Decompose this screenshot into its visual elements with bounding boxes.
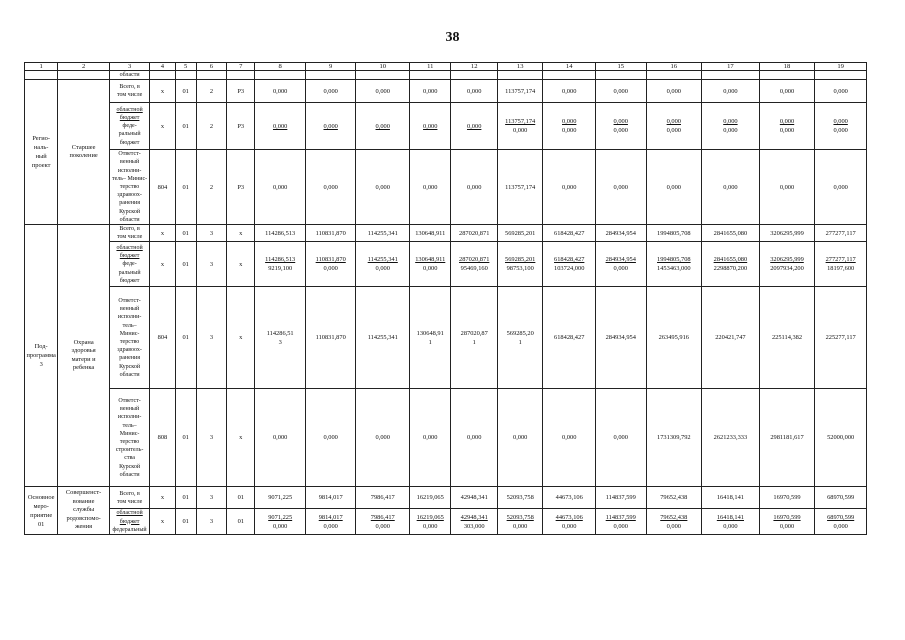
code-cell: х — [150, 103, 175, 150]
value-cell: 16219,065 0,000 — [410, 509, 451, 535]
source-cell: Ответст- венный исполни- тель– Минис- терство здравоох- ранения Курской области — [109, 150, 149, 225]
value-cell: 0,000 0,000 — [646, 103, 702, 150]
value-cell: 287020,871 — [451, 225, 497, 242]
value-cell: 0,000 — [759, 150, 815, 225]
source-cell: Ответст- венный исполни- тель– Минис- терство здравоох- ранения Курской области — [109, 287, 149, 389]
value-cell: 284934,954 — [595, 225, 646, 242]
value-cell: 0,000 — [451, 103, 497, 150]
name-cell — [58, 71, 110, 80]
value-cell: 114255,341 0,000 — [356, 242, 410, 287]
table-row — [25, 389, 867, 487]
value-cell: 225277,117 — [815, 287, 867, 389]
column-number: 13 — [497, 63, 542, 71]
value-cell: 16418,141 0,000 — [702, 509, 760, 535]
source-cell: областной бюджет феде- ральный бюджет — [109, 103, 149, 150]
value-cell: 287020,87 1 — [451, 287, 497, 389]
value-cell: 44673,106 0,000 — [543, 509, 596, 535]
table-row — [25, 487, 867, 509]
column-number: 9 — [305, 63, 356, 71]
value-cell: 2981181,617 — [759, 389, 815, 487]
table-row — [25, 287, 867, 389]
column-number: 19 — [815, 63, 867, 71]
value-cell: 287020,871 95469,160 — [451, 242, 497, 287]
value-cell: 114255,341 — [356, 287, 410, 389]
value-cell: 130648,911 0,000 — [410, 242, 451, 287]
column-number: 10 — [356, 63, 410, 71]
code-cell: 01 — [227, 509, 255, 535]
value-cell: 1731309,792 — [646, 389, 702, 487]
value-cell: 9814,017 — [305, 487, 356, 509]
value-cell — [196, 71, 226, 80]
table-row — [25, 103, 867, 150]
code-cell: х — [150, 509, 175, 535]
value-cell: 0,000 — [815, 80, 867, 103]
column-number: 18 — [759, 63, 815, 71]
value-cell: 110831,870 — [305, 287, 356, 389]
value-cell — [227, 71, 255, 80]
column-number: 2 — [58, 63, 110, 71]
value-cell: 284934,954 0,000 — [595, 242, 646, 287]
value-cell: 114286,51 3 — [255, 287, 306, 389]
source-cell: областной бюджет федеральный — [109, 509, 149, 535]
value-cell: 9071,225 0,000 — [255, 509, 306, 535]
source-cell: области — [109, 71, 149, 80]
value-cell: 618428,427 — [543, 287, 596, 389]
value-cell: 16418,141 — [702, 487, 760, 509]
code-cell: 3 — [196, 287, 226, 389]
table-row — [25, 225, 867, 242]
page-number: 38 — [445, 30, 460, 45]
code-cell: Р3 — [227, 103, 255, 150]
value-cell: 618428,427 103724,000 — [543, 242, 596, 287]
code-cell: 2 — [196, 150, 226, 225]
value-cell: 0,000 — [410, 150, 451, 225]
value-cell: 3206295,999 2097934,200 — [759, 242, 815, 287]
value-cell: 42948,341 — [451, 487, 497, 509]
value-cell: 9071,225 — [255, 487, 306, 509]
name-cell: Совершенст- вование службы родовспомо- жения — [58, 487, 110, 535]
value-cell: 569285,201 98753,100 — [497, 242, 542, 287]
value-cell: 2621233,333 — [702, 389, 760, 487]
value-cell: 0,000 — [356, 389, 410, 487]
column-number: 17 — [702, 63, 760, 71]
code-cell: Р3 — [227, 80, 255, 103]
code-cell: 3 — [196, 389, 226, 487]
value-cell: 3206295,999 — [759, 225, 815, 242]
value-cell: 0,000 — [305, 103, 356, 150]
source-cell: Всего, в том числе — [109, 80, 149, 103]
status-cell: Основное меро- приятие 01 — [25, 487, 58, 535]
value-cell: 0,000 — [305, 80, 356, 103]
value-cell: 569285,201 — [497, 225, 542, 242]
value-cell: 130648,91 1 — [410, 287, 451, 389]
value-cell: 44673,106 — [543, 487, 596, 509]
table-row — [25, 80, 867, 103]
header-row — [25, 63, 867, 71]
value-cell: 1994805,708 — [646, 225, 702, 242]
value-cell: 0,000 — [255, 80, 306, 103]
value-cell — [150, 71, 175, 80]
column-number: 5 — [175, 63, 196, 71]
value-cell: 0,000 — [410, 389, 451, 487]
code-cell: 01 — [175, 80, 196, 103]
code-cell: х — [227, 389, 255, 487]
source-cell: областной бюджет феде- ральный бюджет — [109, 242, 149, 287]
column-number: 4 — [150, 63, 175, 71]
value-cell: 0,000 — [702, 80, 760, 103]
table-row — [25, 71, 867, 80]
value-cell: 0,000 — [356, 80, 410, 103]
code-cell: 2 — [196, 103, 226, 150]
source-cell: Ответст- венный исполни- тель– Минис- терство строитель- ства Курской области — [109, 389, 149, 487]
value-cell — [543, 71, 596, 80]
code-cell: х — [227, 287, 255, 389]
value-cell: 0,000 0,000 — [815, 103, 867, 150]
value-cell: 0,000 — [305, 150, 356, 225]
value-cell: 0,000 0,000 — [543, 103, 596, 150]
value-cell: 0,000 — [595, 389, 646, 487]
name-cell: Охрана здоровья матери и ребенка — [58, 225, 110, 487]
value-cell: 114286,513 — [255, 225, 306, 242]
value-cell: 68970,599 — [815, 487, 867, 509]
code-cell: х — [150, 225, 175, 242]
value-cell: 113757,174 — [497, 80, 542, 103]
value-cell: 220421,747 — [702, 287, 760, 389]
value-cell: 0,000 — [646, 150, 702, 225]
value-cell: 110831,870 0,000 — [305, 242, 356, 287]
value-cell: 16970,599 — [759, 487, 815, 509]
value-cell: 79652,438 — [646, 487, 702, 509]
table-row — [25, 150, 867, 225]
value-cell: 2841655,080 — [702, 225, 760, 242]
value-cell: 42948,341 303,000 — [451, 509, 497, 535]
column-number: 11 — [410, 63, 451, 71]
value-cell — [646, 71, 702, 80]
value-cell: 113757,174 — [497, 150, 542, 225]
value-cell: 0,000 — [255, 150, 306, 225]
code-cell: 01 — [175, 225, 196, 242]
value-cell: 0,000 — [305, 389, 356, 487]
value-cell — [595, 71, 646, 80]
column-number: 3 — [109, 63, 149, 71]
value-cell: 0,000 — [595, 150, 646, 225]
code-cell: 3 — [196, 225, 226, 242]
budget-table — [24, 62, 867, 535]
code-cell: 01 — [175, 487, 196, 509]
name-cell: Старшее поколение — [58, 80, 110, 225]
code-cell: 3 — [196, 509, 226, 535]
value-cell: 0,000 — [759, 80, 815, 103]
value-cell: 0,000 — [595, 80, 646, 103]
code-cell: х — [150, 80, 175, 103]
value-cell: 569285,20 1 — [497, 287, 542, 389]
value-cell — [175, 71, 196, 80]
value-cell — [759, 71, 815, 80]
value-cell: 7986,417 0,000 — [356, 509, 410, 535]
value-cell — [497, 71, 542, 80]
source-cell: Всего, в том числе — [109, 225, 149, 242]
column-number: 1 — [25, 63, 58, 71]
code-cell: 01 — [175, 389, 196, 487]
code-cell: 2 — [196, 80, 226, 103]
code-cell: х — [150, 242, 175, 287]
code-cell: 808 — [150, 389, 175, 487]
code-cell: 01 — [175, 242, 196, 287]
code-cell: 01 — [175, 103, 196, 150]
value-cell: 225114,382 — [759, 287, 815, 389]
value-cell: 114837,599 0,000 — [595, 509, 646, 535]
column-number: 7 — [227, 63, 255, 71]
value-cell — [305, 71, 356, 80]
value-cell: 277277,117 18197,600 — [815, 242, 867, 287]
table-row — [25, 242, 867, 287]
column-number: 8 — [255, 63, 306, 71]
value-cell — [451, 71, 497, 80]
code-cell: Р3 — [227, 150, 255, 225]
code-cell: 804 — [150, 150, 175, 225]
code-cell: 3 — [196, 487, 226, 509]
value-cell: 9814,017 0,000 — [305, 509, 356, 535]
code-cell: х — [227, 242, 255, 287]
value-cell: 0,000 — [497, 389, 542, 487]
value-cell: 114286,513 9219,100 — [255, 242, 306, 287]
column-number: 14 — [543, 63, 596, 71]
value-cell: 7986,417 — [356, 487, 410, 509]
value-cell — [356, 71, 410, 80]
value-cell: 114255,341 — [356, 225, 410, 242]
value-cell: 68970,599 0,000 — [815, 509, 867, 535]
value-cell: 114837,599 — [595, 487, 646, 509]
value-cell: 618428,427 — [543, 225, 596, 242]
value-cell — [410, 71, 451, 80]
value-cell: 0,000 0,000 — [759, 103, 815, 150]
value-cell: 0,000 — [543, 150, 596, 225]
value-cell: 0,000 — [410, 80, 451, 103]
value-cell: 0,000 — [543, 389, 596, 487]
value-cell: 130648,911 — [410, 225, 451, 242]
value-cell: 0,000 — [451, 150, 497, 225]
code-cell: 01 — [175, 150, 196, 225]
value-cell: 0,000 — [646, 80, 702, 103]
status-cell: Под- программа 3 — [25, 225, 58, 487]
status-cell: Регио- наль- ный проект — [25, 80, 58, 225]
value-cell: 0,000 — [356, 150, 410, 225]
value-cell — [815, 71, 867, 80]
value-cell: 113757,174 0,000 — [497, 103, 542, 150]
value-cell: 110831,870 — [305, 225, 356, 242]
value-cell — [255, 71, 306, 80]
code-cell: 01 — [227, 487, 255, 509]
value-cell: 0,000 — [410, 103, 451, 150]
value-cell: 0,000 — [543, 80, 596, 103]
column-number: 16 — [646, 63, 702, 71]
code-cell: 3 — [196, 242, 226, 287]
value-cell: 0,000 — [451, 389, 497, 487]
code-cell: 804 — [150, 287, 175, 389]
value-cell: 263495,916 — [646, 287, 702, 389]
value-cell: 16970,599 0,000 — [759, 509, 815, 535]
value-cell: 1994805,708 1453463,000 — [646, 242, 702, 287]
value-cell: 0,000 — [815, 150, 867, 225]
value-cell: 0,000 — [451, 80, 497, 103]
value-cell — [702, 71, 760, 80]
code-cell: 01 — [175, 287, 196, 389]
table-row — [25, 509, 867, 535]
column-number: 6 — [196, 63, 226, 71]
column-number: 12 — [451, 63, 497, 71]
value-cell: 52093,758 — [497, 487, 542, 509]
code-cell: х — [150, 487, 175, 509]
code-cell: 01 — [175, 509, 196, 535]
value-cell: 0,000 — [255, 103, 306, 150]
value-cell: 0,000 — [356, 103, 410, 150]
column-number: 15 — [595, 63, 646, 71]
source-cell: Всего, в том числе — [109, 487, 149, 509]
value-cell: 0,000 — [702, 150, 760, 225]
value-cell: 79652,438 0,000 — [646, 509, 702, 535]
value-cell: 52093,758 0,000 — [497, 509, 542, 535]
status-cell — [25, 71, 58, 80]
value-cell: 0,000 — [255, 389, 306, 487]
value-cell: 0,000 0,000 — [595, 103, 646, 150]
value-cell: 52000,000 — [815, 389, 867, 487]
value-cell: 277277,117 — [815, 225, 867, 242]
value-cell: 0,000 0,000 — [702, 103, 760, 150]
code-cell: х — [227, 225, 255, 242]
value-cell: 2841655,080 2298870,200 — [702, 242, 760, 287]
value-cell: 16219,065 — [410, 487, 451, 509]
value-cell: 284934,954 — [595, 287, 646, 389]
